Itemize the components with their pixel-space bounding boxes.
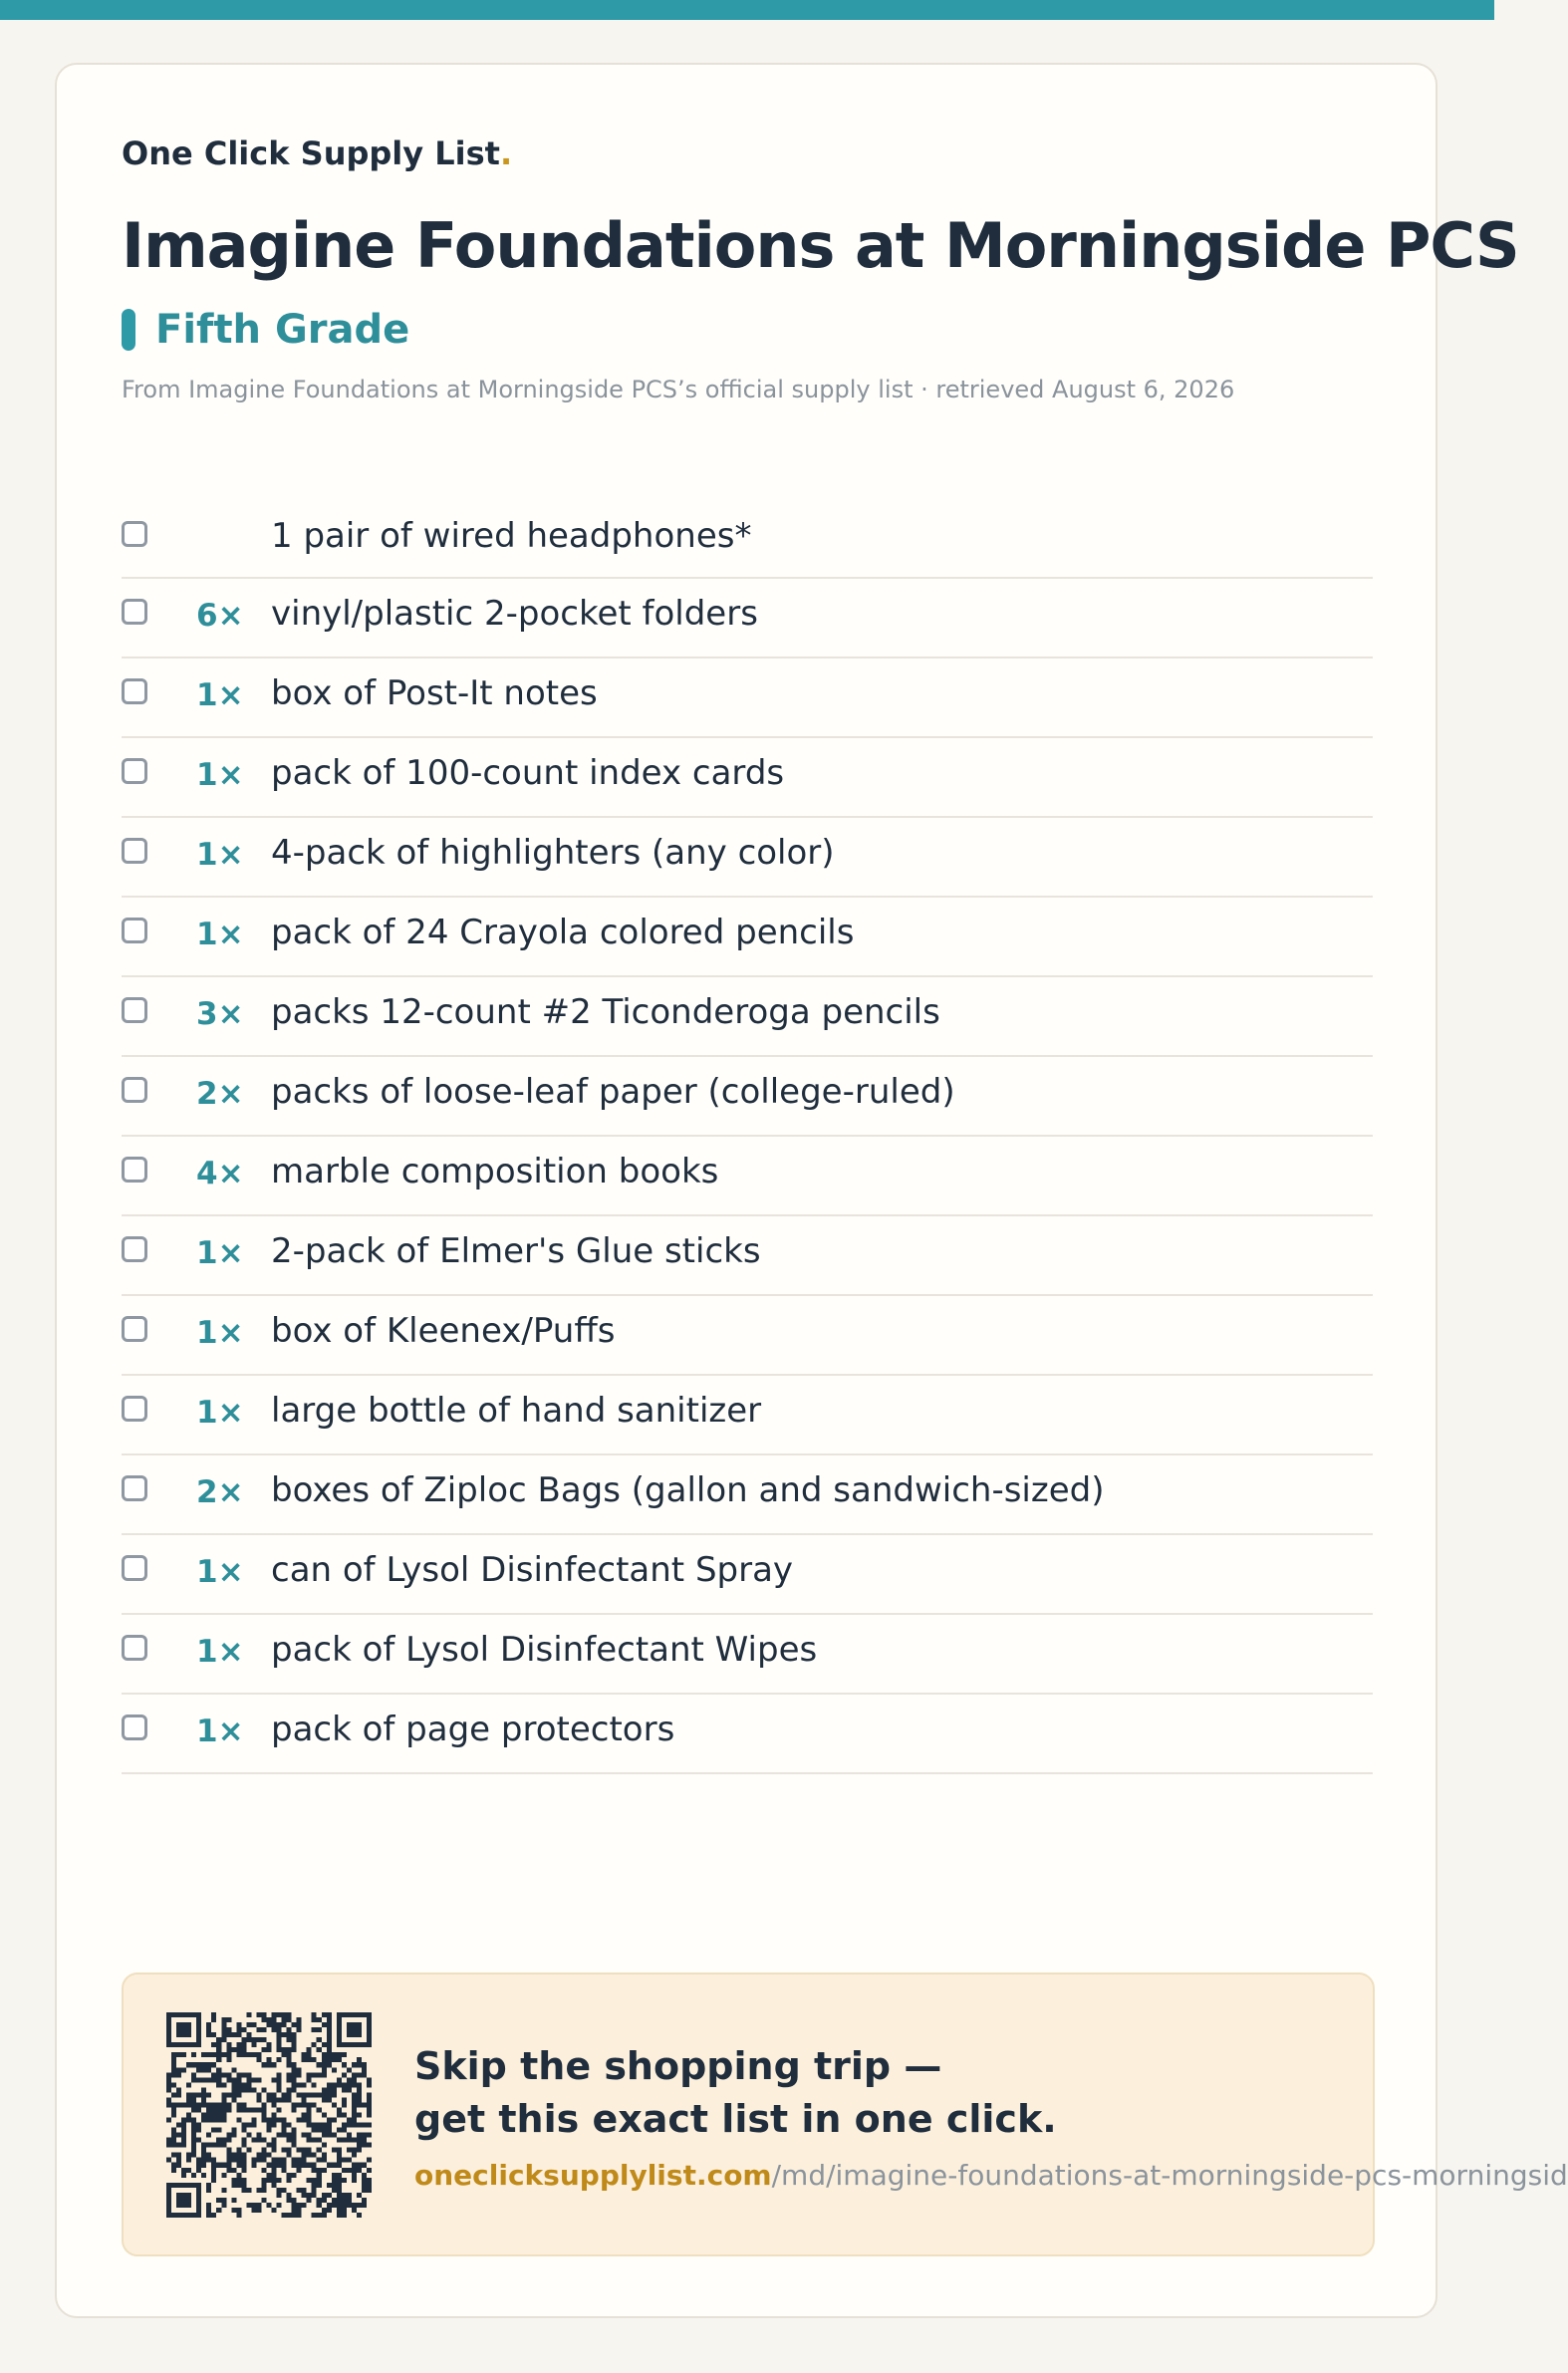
checkbox-icon[interactable] <box>122 758 147 784</box>
promo-link-domain: oneclicksupplylist.com <box>414 2159 772 2192</box>
item-label: marble composition books <box>271 1152 719 1191</box>
item-quantity: 6× <box>196 598 244 634</box>
item-quantity: 1× <box>196 1235 244 1271</box>
checkbox-icon[interactable] <box>122 1714 147 1740</box>
item-label: box of Kleenex/Puffs <box>271 1311 616 1351</box>
supply-list-card <box>55 63 1568 2318</box>
list-item <box>122 1216 1373 1296</box>
checkbox-icon[interactable] <box>122 1077 147 1103</box>
item-label: pack of Lysol Disinfectant Wipes <box>271 1630 818 1670</box>
checkbox-icon[interactable] <box>122 1555 147 1581</box>
list-item <box>122 1137 1373 1216</box>
item-label: pack of page protectors <box>271 1710 675 1749</box>
checkbox-icon[interactable] <box>122 521 147 547</box>
item-quantity: 1× <box>196 1395 244 1431</box>
list-item <box>122 579 1373 659</box>
item-quantity: 1× <box>196 837 244 873</box>
item-quantity: 1× <box>196 917 244 952</box>
item-label: 1 pair of wired headphones* <box>271 516 752 556</box>
promo-link[interactable] <box>414 2159 1568 2192</box>
grade-label: Fifth Grade <box>155 307 410 353</box>
list-item <box>122 1535 1373 1615</box>
brand-name: One Click Supply List <box>122 134 500 172</box>
list-item <box>122 1455 1373 1535</box>
item-label: vinyl/plastic 2-pocket folders <box>271 594 758 634</box>
item-label: 2-pack of Elmer's Glue sticks <box>271 1231 761 1271</box>
item-quantity: 2× <box>196 1076 244 1112</box>
checkbox-icon[interactable] <box>122 678 147 704</box>
top-accent-bar <box>0 0 1494 20</box>
list-item <box>122 1615 1373 1695</box>
grade-accent-bar <box>122 309 135 351</box>
list-item <box>122 1695 1373 1774</box>
item-label: can of Lysol Disinfectant Spray <box>271 1550 794 1590</box>
page-title: Imagine Foundations at Morningside PCS <box>122 209 1519 282</box>
checkbox-icon[interactable] <box>122 1157 147 1183</box>
grade-heading <box>122 307 409 353</box>
list-item <box>122 1057 1373 1137</box>
item-quantity: 1× <box>196 757 244 793</box>
promo-headline-line-1: Skip the shopping trip — <box>414 2044 942 2088</box>
item-label: 4-pack of highlighters (any color) <box>271 833 835 873</box>
list-item <box>122 977 1373 1057</box>
item-quantity: 1× <box>196 1714 244 1749</box>
checkbox-icon[interactable] <box>122 918 147 943</box>
qr-code-icon[interactable] <box>166 2012 372 2218</box>
checkbox-icon[interactable] <box>122 1475 147 1501</box>
item-quantity: 4× <box>196 1156 244 1191</box>
item-quantity: 1× <box>196 1634 244 1670</box>
item-label: box of Post-It notes <box>271 673 598 713</box>
item-quantity: 2× <box>196 1474 244 1510</box>
item-quantity: 1× <box>196 1315 244 1351</box>
list-item <box>122 898 1373 977</box>
item-label: pack of 100-count index cards <box>271 753 785 793</box>
promo-banner <box>122 1973 1568 2256</box>
item-label: packs 12-count #2 Ticonderoga pencils <box>271 992 940 1032</box>
supply-list <box>122 501 1373 1774</box>
checkbox-icon[interactable] <box>122 1316 147 1342</box>
item-label: boxes of Ziploc Bags (gallon and sandwich-sized) <box>271 1470 1105 1510</box>
checkbox-icon[interactable] <box>122 997 147 1023</box>
checkbox-icon[interactable] <box>122 1635 147 1661</box>
checkbox-icon[interactable] <box>122 599 147 625</box>
list-item <box>122 1376 1373 1455</box>
list-item <box>122 818 1373 898</box>
item-quantity: 3× <box>196 996 244 1032</box>
promo-headline-line-2: get this exact list in one click. <box>414 2097 1057 2141</box>
checkbox-icon[interactable] <box>122 1396 147 1422</box>
promo-headline <box>414 2040 1057 2146</box>
item-label: large bottle of hand sanitizer <box>271 1391 762 1431</box>
list-item <box>122 501 1373 579</box>
checkbox-icon[interactable] <box>122 1236 147 1262</box>
brand-logo[interactable] <box>122 134 512 172</box>
checkbox-icon[interactable] <box>122 838 147 864</box>
item-label: pack of 24 Crayola colored pencils <box>271 913 855 952</box>
item-label: packs of loose-leaf paper (college-ruled) <box>271 1072 955 1112</box>
item-quantity: 1× <box>196 1554 244 1590</box>
list-item <box>122 1296 1373 1376</box>
list-item <box>122 659 1373 738</box>
promo-link-path: /md/imagine-foundations-at-morningside-pcs-morningsid <box>771 2159 1568 2192</box>
list-item <box>122 738 1373 818</box>
item-quantity: 1× <box>196 677 244 713</box>
source-note: From Imagine Foundations at Morningside PCS’s official supply list · retrieved August 6, 2026 <box>122 376 1235 403</box>
brand-dot: . <box>499 134 513 172</box>
